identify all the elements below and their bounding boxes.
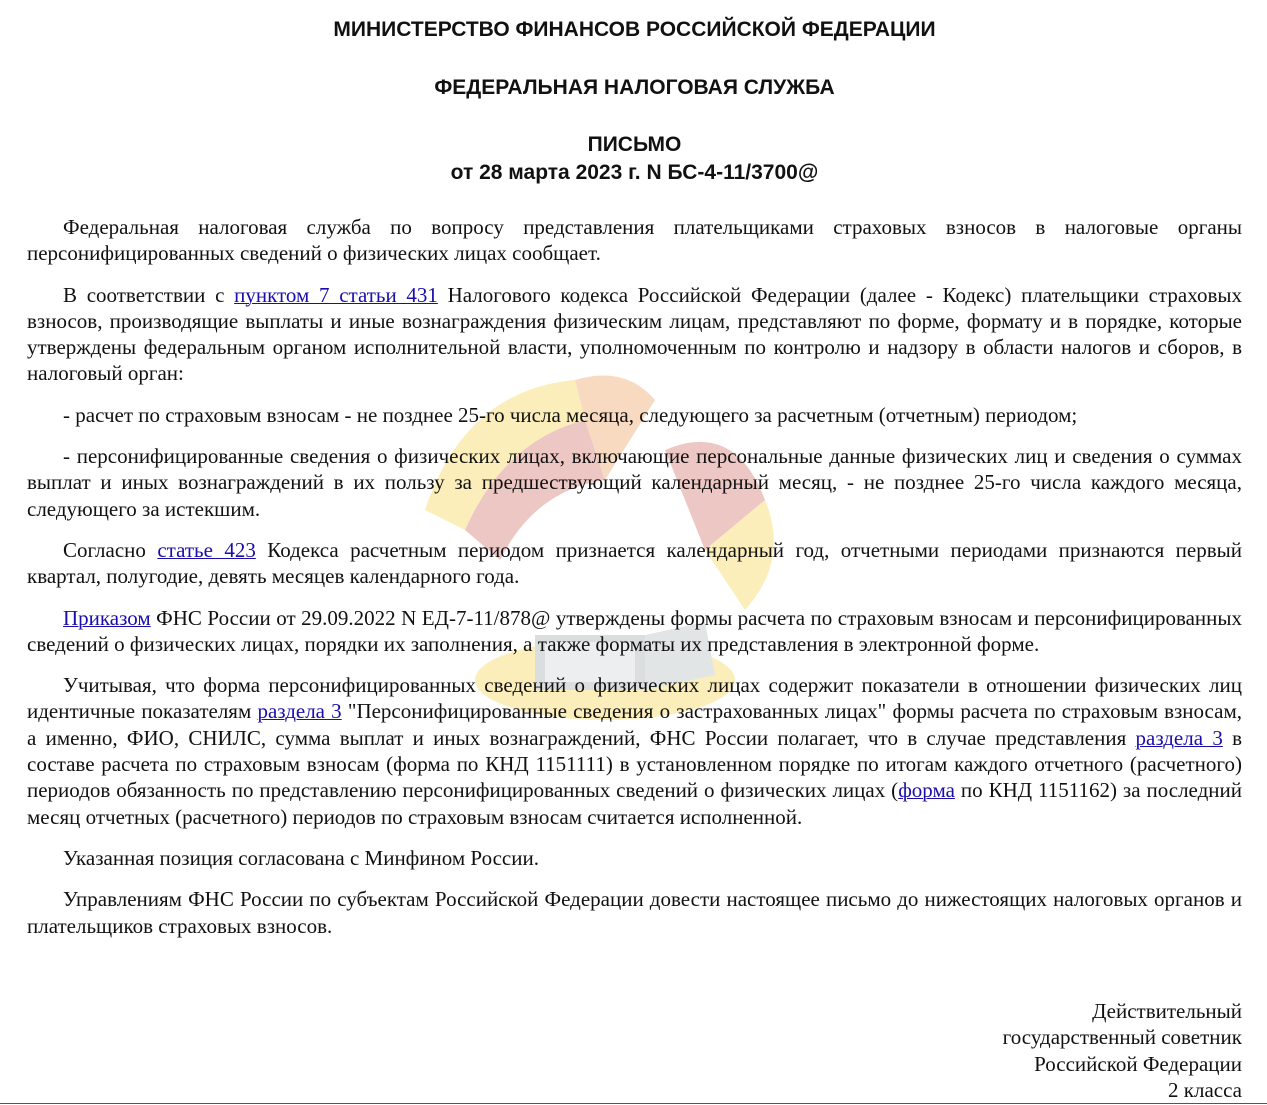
paragraph-text: по КНД 1151162) за последний месяц отчетных (расчетного) периодов по страховым взносам считается исполненной. bbox=[27, 778, 1243, 829]
service-heading: ФЕДЕРАЛЬНАЯ НАЛОГОВАЯ СЛУЖБА bbox=[434, 76, 835, 99]
paragraph-text: ФНС России от 29.09.2022 N ЕД-7-11/878@ утверждены формы расчета по страховым взносам и персонифицированных сведений о физических лицах, порядки их заполнения, а также форматы их представления в электронной форме. bbox=[27, 605, 1242, 656]
paragraph-order bbox=[27, 605, 1242, 658]
link-section-3[interactable]: раздела 3 bbox=[257, 699, 342, 724]
signature-line: Действительный bbox=[1092, 999, 1242, 1023]
paragraph-item-personal-data: - персонифицированные сведения о физических лицах, включающие персональные данные физических лиц и сведения о суммах выплат и иных вознаграждений в их пользу за предшествующий календарный месяц, - не позднее 25-го числа каждого месяца, следующего за истекшим. bbox=[27, 444, 1242, 521]
paragraph-text: Налогового кодекса Российской Федерации (далее - Кодекс) плательщики страховых взносов, производящие выплаты и иные вознаграждения физическим лицам, представляют по форме, формату и в порядке, которые утверждены федеральным органом исполнительной власти, уполномоченным по контролю и надзору в области налогов и сборов, в налоговый орган: bbox=[27, 282, 1242, 386]
link-article-431[interactable]: пунктом 7 статьи 431 bbox=[234, 282, 438, 307]
link-section-3-second[interactable]: раздела 3 bbox=[1135, 725, 1223, 750]
link-form[interactable]: форма bbox=[898, 778, 955, 803]
paragraph-text: Кодекса расчетным периодом признается календарный год, отчетными периодами признаются первый квартал, полугодие, девять месяцев календарного года. bbox=[27, 537, 1243, 589]
paragraph-text: Учитывая, что форма персонифицированных сведений о физических лицах содержит показатели в отношении физических лиц идентичные показателям bbox=[27, 673, 1242, 724]
signature-block bbox=[1003, 998, 1242, 1103]
paragraph-position bbox=[27, 672, 1242, 830]
bottom-divider bbox=[0, 1103, 1267, 1104]
signature-line: 2 класса bbox=[1168, 1077, 1242, 1102]
doc-type-heading: ПИСЬМО bbox=[587, 133, 682, 156]
paragraph-text: Согласно bbox=[63, 537, 158, 562]
link-order[interactable]: Приказом bbox=[63, 605, 151, 630]
letter-body bbox=[27, 214, 1242, 954]
paragraph-text: В соответствии с bbox=[63, 282, 235, 307]
doc-date-heading: от 28 марта 2023 г. N БС-4-11/3700@ bbox=[450, 161, 819, 184]
paragraph-item-calculation: - расчет по страховым взносам - не позднее 25-го числа месяца, следующего за расчетным (отчетным) периодом; bbox=[63, 402, 1078, 427]
paragraph-text: в составе расчета по страховым взносам (форма по КНД 1151111) в установленном порядке по итогам каждого отчетного (расчетного) периодов обязанность по представлению персонифицированных сведений о физических лицах ( bbox=[27, 725, 1242, 803]
paragraph-intro: Федеральная налоговая служба по вопросу представления плательщиками страховых взносов в налоговые органы персонифицированных сведений о физических лицах сообщает. bbox=[27, 215, 1242, 266]
signature-line: государственный советник bbox=[1002, 1025, 1242, 1050]
ministry-heading: МИНИСТЕРСТВО ФИНАНСОВ РОССИЙСКОЙ ФЕДЕРАЦИИ bbox=[333, 18, 936, 41]
paragraph-text: "Персонифицированные сведения о застрахованных лицах" формы расчета по страховым взносам, а именно, ФИО, СНИЛС, сумма выплат и иных вознаграждений, ФНС России полагает, что в случае представления bbox=[27, 699, 1242, 750]
paragraph-obligation bbox=[27, 282, 1242, 387]
link-article-423[interactable]: статье 423 bbox=[157, 537, 256, 562]
paragraph-instruction: Управлениям ФНС России по субъектам Российской Федерации довести настоящее письмо до нижестоящих налоговых органов и плательщиков страховых взносов. bbox=[27, 887, 1242, 938]
paragraph-agreed: Указанная позиция согласована с Минфином России. bbox=[63, 845, 539, 870]
paragraph-periods bbox=[27, 537, 1242, 590]
signature-line: Российской Федерации bbox=[1034, 1051, 1242, 1076]
